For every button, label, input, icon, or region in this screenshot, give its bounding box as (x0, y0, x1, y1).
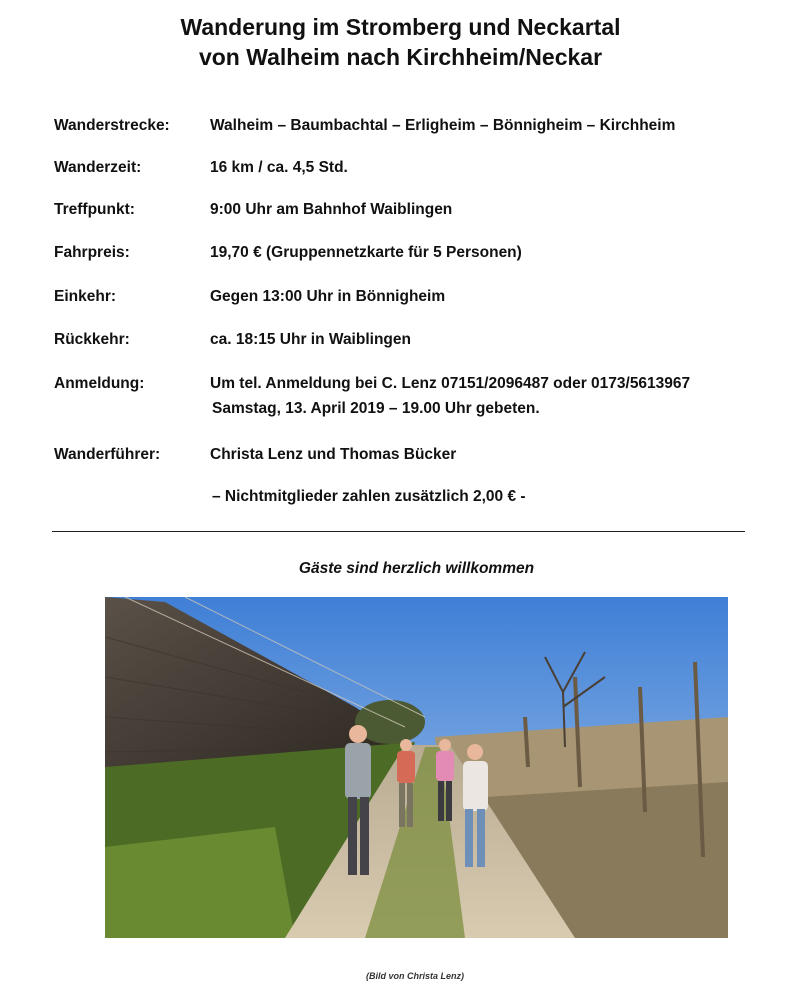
detail-label: Fahrpreis: (54, 244, 130, 261)
detail-value: Gegen 13:00 Uhr in Bönnigheim (210, 288, 446, 305)
page-title (0, 12, 801, 72)
detail-label: Rückkehr: (54, 331, 130, 348)
detail-label: Einkehr: (54, 288, 117, 305)
non-member-note: – Nichtmitglieder zahlen zusätzlich 2,00 € - (212, 488, 526, 505)
photo-caption: (Bild von Christa Lenz) (365, 971, 464, 981)
title-line-2: von Walheim nach Kirchheim/Neckar (198, 44, 603, 70)
detail-value: 9:00 Uhr am Bahnhof Waiblingen (210, 201, 453, 218)
detail-label: Wanderzeit: (54, 159, 142, 176)
detail-label: Treffpunkt: (54, 201, 135, 218)
title-line-1: Wanderung im Stromberg und Neckartal (180, 14, 621, 40)
registration-continuation: Samstag, 13. April 2019 – 19.00 Uhr gebeten. (212, 400, 540, 417)
detail-value: 16 km / ca. 4,5 Std. (210, 159, 348, 176)
detail-value: 19,70 € (Gruppennetzkarte für 5 Personen) (210, 244, 522, 261)
detail-value: Um tel. Anmeldung bei C. Lenz 07151/2096487 oder 0173/5613967 (210, 375, 691, 392)
hikers-photo (105, 597, 728, 938)
detail-value: Walheim – Baumbachtal – Erligheim – Bönnigheim – Kirchheim (210, 117, 676, 134)
detail-value: ca. 18:15 Uhr in Waiblingen (210, 331, 411, 348)
welcome-text: Gäste sind herzlich willkommen (298, 560, 535, 577)
detail-value: Christa Lenz und Thomas Bücker (210, 446, 457, 463)
detail-label: Wanderführer: (54, 446, 161, 463)
detail-label: Anmeldung: (54, 375, 145, 392)
divider (52, 531, 745, 532)
detail-label: Wanderstrecke: (54, 117, 170, 134)
